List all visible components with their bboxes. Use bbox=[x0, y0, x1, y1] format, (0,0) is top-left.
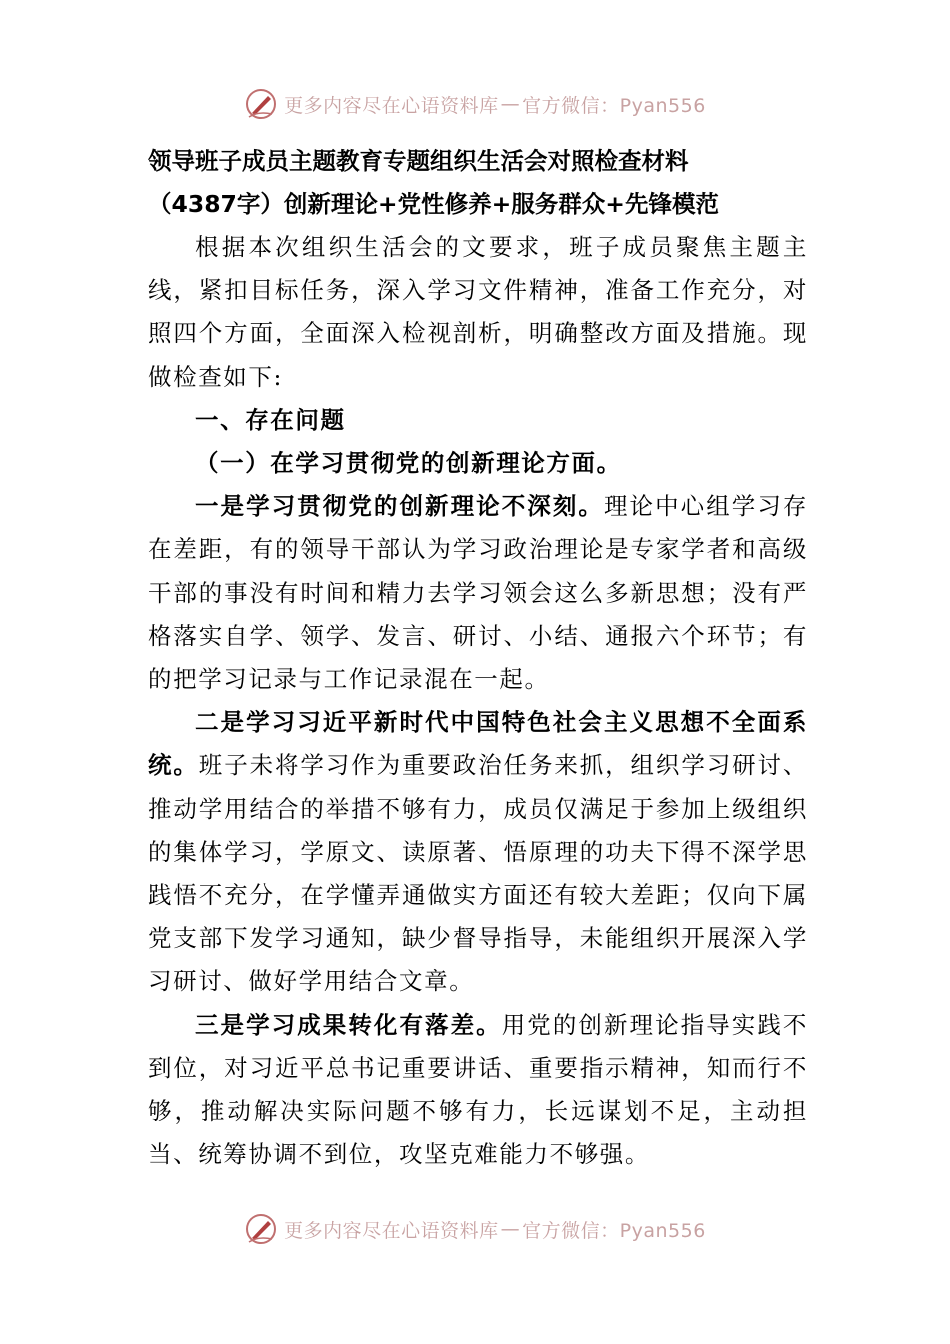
banner-dash: — bbox=[500, 93, 521, 115]
banner-text: 更多内容尽在心语资料库 bbox=[284, 1219, 499, 1242]
item-body-3: 用党的创新理论指导实践不到位，对习近平总书记重要讲话、重要指示精神，知而行不够，推动解决实际问题不够有力，长远谋划不足，主动担当、统筹协调不到位，攻坚克难能力不够强。 bbox=[148, 1010, 809, 1169]
watermark-banner-top bbox=[0, 84, 950, 124]
banner-wechat: 官方微信：Pyan556 bbox=[522, 1219, 706, 1242]
item-body-1: 理论中心组学习存在差距，有的领导干部认为学习政治理论是专家学者和高级干部的事没有时间和精力去学习领会这么多新思想；没有严格落实自学、领学、发言、研讨、小结、通报六个环节；有的把学习记录与工作记录混在一起。 bbox=[148, 492, 808, 694]
banner-dash: — bbox=[500, 1218, 521, 1240]
intro-paragraph: 根据本次组织生活会的文要求，班子成员聚焦主题主线，紧扣目标任务，深入学习文件精神，准备工作充分，对照四个方面，全面深入检视剖析，明确整改方面及措施。现做检查如下: bbox=[148, 233, 808, 391]
pen-logo-icon bbox=[244, 87, 278, 121]
section-heading: 一、存在问题 bbox=[195, 405, 346, 434]
item-lead-1: 一是学习贯彻党的创新理论不深刻。 bbox=[195, 492, 604, 521]
item-paragraph-2 bbox=[148, 701, 808, 1003]
item-paragraph-1 bbox=[148, 485, 808, 701]
subsection-heading: （一）在学习贯彻党的创新理论方面。 bbox=[195, 449, 622, 478]
document-body bbox=[148, 140, 808, 1176]
watermark-banner-bottom bbox=[0, 1209, 950, 1249]
banner-wechat: 官方微信：Pyan556 bbox=[522, 94, 706, 117]
banner-text: 更多内容尽在心语资料库 bbox=[284, 94, 499, 117]
item-paragraph-3 bbox=[148, 1004, 808, 1177]
item-lead-3: 三是学习成果转化有落差。 bbox=[195, 1010, 502, 1039]
document-title-line1: 领导班子成员主题教育专题组织生活会对照检查材料 bbox=[148, 147, 689, 175]
document-title-line2: （4387字）创新理论+党性修养+服务群众+先锋模范 bbox=[148, 190, 719, 218]
pen-logo-icon bbox=[244, 1212, 278, 1246]
item-lead-2: 二是学习习近平新时代中国特色社会主义思想不全面系统。 bbox=[148, 708, 808, 780]
item-body-2: 班子未将学习作为重要政治任务来抓，组织学习研讨、推动学用结合的举措不够有力，成员仅满足于参加上级组织的集体学习，学原文、读原著、悟原理的功夫下得不深学思践悟不充分，在学懂弄通做实方面还有较大差距；仅向下属党支部下发学习通知，缺少督导指导，未能组织开展深入学习研讨、做好学用结合文章。 bbox=[148, 751, 808, 996]
